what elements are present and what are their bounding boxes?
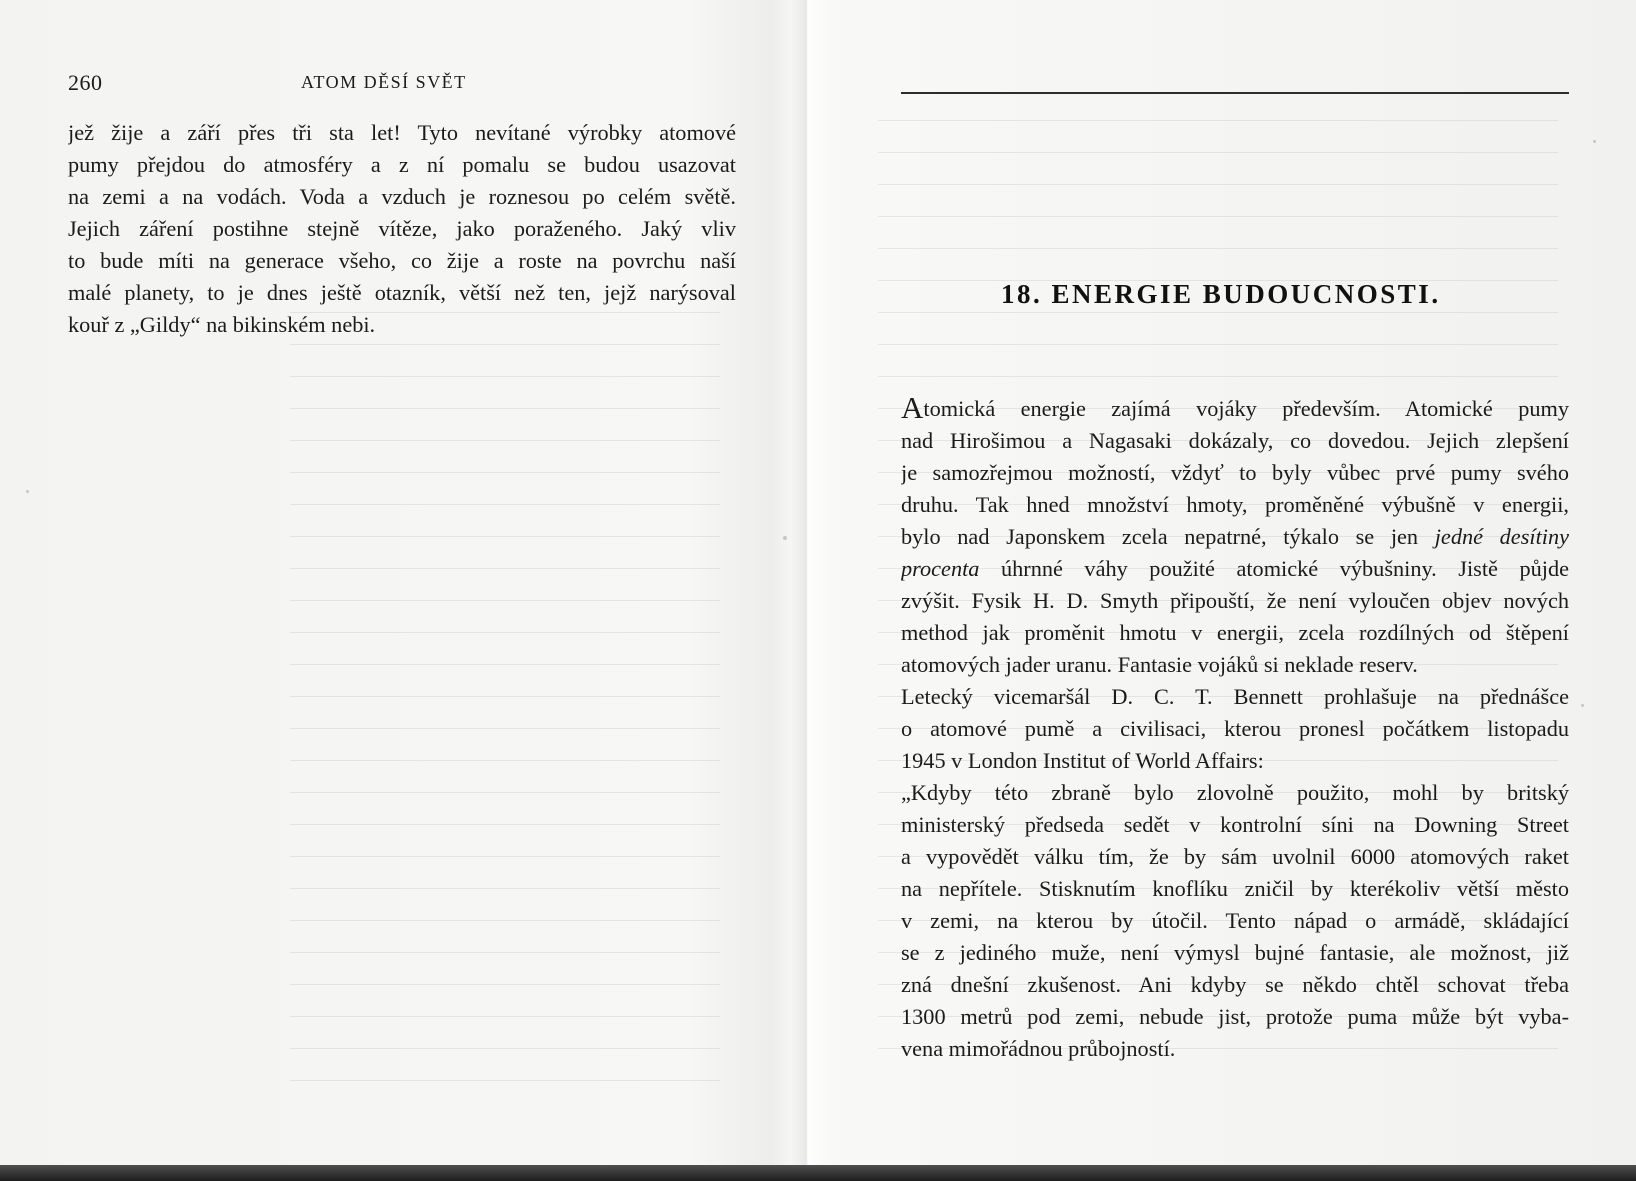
text-line: vena mimořádnou průbojností. [901, 1036, 1176, 1061]
text-line: to bude míti na generace všeho, co žije a roste na povrchu naší [68, 248, 736, 273]
text-line: na zemi a na vodách. Voda a vzduch je roznesou po celém světě. [68, 184, 736, 209]
text-line: atomových jader uranu. Fantasie vojáků si neklade reserv. [901, 652, 1418, 677]
text-line: je samozřejmou možností, vždyť to byly vůbec prvé pumy svého [901, 460, 1569, 485]
text-line: a vypovědět válku tím, že by sám uvolnil 6000 atomových raket [901, 844, 1569, 869]
text-line: 1945 v London Institut of World Affairs: [901, 748, 1264, 773]
text-line: pumy přejdou do atmosféry a z ní pomalu se budou usazovat [68, 152, 736, 177]
text-line: kouř z „Gildy“ na bikinském nebi. [68, 312, 376, 337]
page-rule [901, 92, 1569, 94]
text-line: „Kdyby této zbraně bylo zlovolně použito, mohl by britský [901, 780, 1569, 805]
left-page-text [68, 117, 736, 341]
mixed-italic-line [901, 553, 1569, 585]
mixed-italic-line [901, 521, 1569, 553]
text-line: Jejich záření postihne stejně vítěze, jako poraženého. Jaký vliv [68, 216, 736, 241]
italic-phrase: jedné desítiny [1434, 524, 1569, 549]
chapter-title: 18. ENERGIE BUDOUCNOSTI. [1001, 279, 1441, 309]
text-line: se z jediného muže, není výmysl bujné fantasie, ale možnost, již [901, 940, 1569, 965]
text-line: zná dnešní zkušenost. Ani kdyby se někdo chtěl schovat třeba [901, 972, 1569, 997]
text-segment: bylo nad Japonskem zcela nepatrné, týkalo se jen [901, 524, 1419, 549]
drop-cap: A [901, 392, 924, 425]
opening-text: tomická energie zajímá vojáky především. Atomické pumy [923, 396, 1569, 421]
right-page-text [901, 392, 1569, 1065]
text-line: o atomové pumě a civilisaci, kterou pronesl počátkem listopadu [901, 716, 1569, 741]
text-line: zvýšit. Fysik H. D. Smyth připouští, že není vyloučen objev nových [901, 588, 1569, 613]
text-line: Letecký vicemaršál D. C. T. Bennett prohlašuje na přednášce [901, 684, 1569, 709]
text-line: malé planety, to je dnes ještě otazník, větší než ten, jejž narýsoval [68, 280, 736, 305]
text-line: nad Hirošimou a Nagasaki dokázaly, co dovedou. Jejich zlepšení [901, 428, 1569, 453]
text-line: 1300 metrů pod zemi, nebude jist, protože puma může být vyba- [901, 1004, 1569, 1029]
text-line: ministerský předseda sedět v kontrolní síni na Downing Street [901, 812, 1569, 837]
page-number: 260 [68, 70, 103, 95]
text-line: na nepřítele. Stisknutím knoflíku zničil by kterékoliv větší město [901, 876, 1569, 901]
opening-line [901, 392, 1569, 425]
book-header-title: ATOM DĚSÍ SVĚT [301, 72, 467, 92]
text-line: druhu. Tak hned množství hmoty, proměněné výbušně v energii, [901, 492, 1569, 517]
text-line: jež žije a září přes tři sta let! Tyto nevítané výrobky atomové [68, 120, 736, 145]
italic-phrase: procenta [901, 556, 980, 581]
text-line: v zemi, na kterou by útočil. Tento nápad o armádě, skládající [901, 908, 1569, 933]
text-line: method jak proměnit hmotu v energii, zcela rozdílných od štěpení [901, 620, 1569, 645]
text-segment: úhrnné váhy použité atomické výbušniny. Jistě půjde [1000, 556, 1569, 581]
left-running-head [68, 70, 748, 96]
